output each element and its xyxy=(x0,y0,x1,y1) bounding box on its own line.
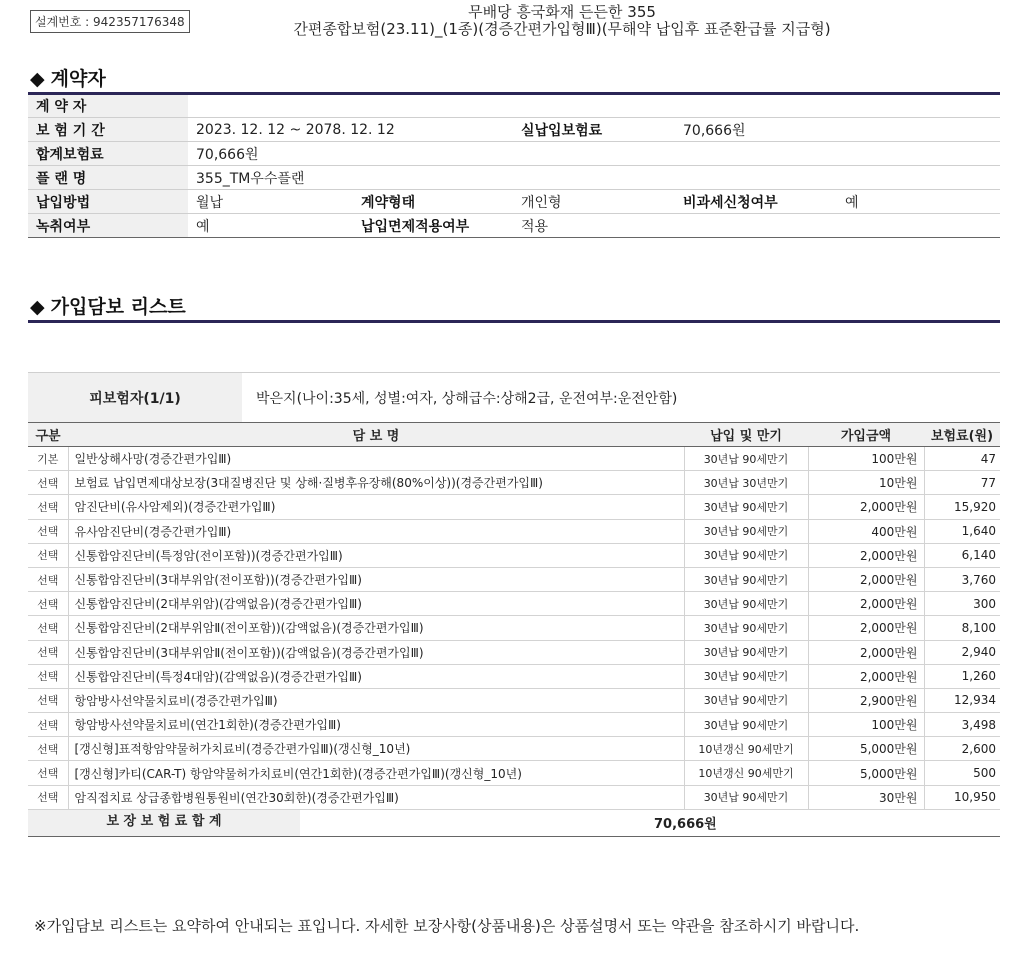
row-category: 기본 xyxy=(28,447,68,471)
row-coverage-name: 신통합암진단비(3대부위암(전이포함))(경증간편가입Ⅲ) xyxy=(68,567,684,591)
total-value-cell xyxy=(654,809,1000,836)
row-term: 30년납 90세만기 xyxy=(684,688,808,712)
value-payment-method: 월납 xyxy=(188,190,353,214)
row-premium: 8,100 xyxy=(924,616,1000,640)
label-total-premium: 합계보험료 xyxy=(28,142,188,166)
row-amount: 10만원 xyxy=(808,471,924,495)
row-category: 선택 xyxy=(28,688,68,712)
row-coverage-name: 보험료 납입면제대상보장(3대질병진단 및 상해·질병후유장해(80%이상))(경증간편가입Ⅲ) xyxy=(68,471,684,495)
row-period xyxy=(28,118,1000,142)
row-category: 선택 xyxy=(28,592,68,616)
row-term: 10년갱신 90세만기 xyxy=(684,737,808,761)
row-coverage-name: [갱신형]카티(CAR-T) 항암약물허가치료비(연간1회한)(경증간편가입Ⅲ)(갱신형_10년) xyxy=(68,761,684,785)
row-premium: 12,934 xyxy=(924,688,1000,712)
row-category: 선택 xyxy=(28,567,68,591)
label-period: 보 험 기 간 xyxy=(28,118,188,142)
insured-label: 피보험자(1/1) xyxy=(28,373,242,422)
coverage-row xyxy=(28,519,1000,543)
coverage-row xyxy=(28,616,1000,640)
row-premium: 77 xyxy=(924,471,1000,495)
row-term: 30년납 90세만기 xyxy=(684,640,808,664)
row-category: 선택 xyxy=(28,664,68,688)
row-term: 30년납 90세만기 xyxy=(684,495,808,519)
row-premium: 3,760 xyxy=(924,567,1000,591)
row-amount: 30만원 xyxy=(808,785,924,809)
row-term: 30년납 90세만기 xyxy=(684,713,808,737)
row-coverage-name: [갱신형]표적항암약물허가치료비(경증간편가입Ⅲ)(갱신형_10년) xyxy=(68,737,684,761)
row-term: 30년납 90세만기 xyxy=(684,543,808,567)
row-coverage-name: 신통합암진단비(특정암(전이포함))(경증간편가입Ⅲ) xyxy=(68,543,684,567)
row-amount: 100만원 xyxy=(808,713,924,737)
row-coverage-name: 항암방사선약물치료비(연간1회한)(경증간편가입Ⅲ) xyxy=(68,713,684,737)
value-tax-exempt: 예 xyxy=(837,190,1000,214)
row-amount: 400만원 xyxy=(808,519,924,543)
label-holder: 계 약 자 xyxy=(28,94,188,118)
row-category: 선택 xyxy=(28,713,68,737)
row-term: 30년납 90세만기 xyxy=(684,519,808,543)
coverage-row xyxy=(28,495,1000,519)
coverage-rows xyxy=(28,447,1000,810)
insured-value: 박은지(나이:35세, 성별:여자, 상해급수:상해2급, 운전여부:운전안함) xyxy=(256,390,678,407)
coverage-section-title xyxy=(30,292,186,319)
row-premium: 2,940 xyxy=(924,640,1000,664)
total-row xyxy=(28,809,1000,836)
coverage-row xyxy=(28,543,1000,567)
row-category: 선택 xyxy=(28,640,68,664)
label-plan: 플 랜 명 xyxy=(28,166,188,190)
row-amount: 2,000만원 xyxy=(808,640,924,664)
coverage-row xyxy=(28,447,1000,471)
row-amount: 2,000만원 xyxy=(808,664,924,688)
row-category: 선택 xyxy=(28,471,68,495)
product-title xyxy=(150,4,974,38)
label-tax-exempt: 비과세신청여부 xyxy=(675,190,837,214)
row-premium: 500 xyxy=(924,761,1000,785)
row-amount: 5,000만원 xyxy=(808,761,924,785)
row-term: 30년납 90세만기 xyxy=(684,785,808,809)
row-premium: 1,260 xyxy=(924,664,1000,688)
label-waiver: 납입면제적용여부 xyxy=(353,214,513,238)
coverage-row xyxy=(28,737,1000,761)
label-payment-method: 납입방법 xyxy=(28,190,188,214)
row-category: 선택 xyxy=(28,616,68,640)
row-term: 30년납 90세만기 xyxy=(684,447,808,471)
row-premium: 10,950 xyxy=(924,785,1000,809)
contract-info-table xyxy=(28,92,1000,238)
coverage-row xyxy=(28,471,1000,495)
value-plan: 355_TM우수플랜 xyxy=(188,166,1000,190)
row-premium: 300 xyxy=(924,592,1000,616)
product-title-line2: 간편종합보험(23.11)_(1종)(경증간편가입형Ⅲ)(무해약 납입후 표준환급률 지급형) xyxy=(293,20,831,38)
row-term: 30년납 90세만기 xyxy=(684,567,808,591)
value-period: 2023. 12. 12 ~ 2078. 12. 12 xyxy=(188,118,513,142)
row-coverage-name: 신통합암진단비(3대부위암Ⅱ(전이포함))(감액없음)(경증간편가입Ⅲ) xyxy=(68,640,684,664)
value-contract-type: 개인형 xyxy=(513,190,675,214)
coverage-row xyxy=(28,785,1000,809)
row-category: 선택 xyxy=(28,761,68,785)
value-actual-premium: 70,666원 xyxy=(675,118,1000,142)
contract-section-title xyxy=(30,64,106,91)
coverage-row xyxy=(28,688,1000,712)
value-waiver: 적용 xyxy=(513,214,1000,238)
total-label-text: 보 장 보 험 료 합 계 xyxy=(28,810,300,836)
row-term: 10년갱신 90세만기 xyxy=(684,761,808,785)
row-amount: 2,000만원 xyxy=(808,543,924,567)
row-term: 30년납 90세만기 xyxy=(684,664,808,688)
diamond-icon: ◆ xyxy=(30,296,45,318)
contract-section-label: 계약자 xyxy=(50,68,106,90)
row-coverage-name: 암직접치료 상급종합병원통원비(연간30회한)(경증간편가입Ⅲ) xyxy=(68,785,684,809)
row-amount: 5,000만원 xyxy=(808,737,924,761)
row-total-premium xyxy=(28,142,1000,166)
row-premium: 2,600 xyxy=(924,737,1000,761)
row-amount: 2,900만원 xyxy=(808,688,924,712)
row-premium: 6,140 xyxy=(924,543,1000,567)
row-amount: 2,000만원 xyxy=(808,592,924,616)
row-premium: 1,640 xyxy=(924,519,1000,543)
row-amount: 100만원 xyxy=(808,447,924,471)
row-coverage-name: 신통합암진단비(2대부위암Ⅱ(전이포함))(감액없음)(경증간편가입Ⅲ) xyxy=(68,616,684,640)
col-premium: 보험료(원) xyxy=(924,423,1000,447)
value-recording: 예 xyxy=(188,214,353,238)
row-coverage-name: 암진단비(유사암제외)(경증간편가입Ⅲ) xyxy=(68,495,684,519)
section-divider xyxy=(28,320,1000,323)
col-category: 구분 xyxy=(28,423,68,447)
row-recording xyxy=(28,214,1000,238)
coverage-row xyxy=(28,713,1000,737)
row-amount: 2,000만원 xyxy=(808,616,924,640)
row-category: 선택 xyxy=(28,785,68,809)
coverage-row xyxy=(28,664,1000,688)
coverage-row xyxy=(28,567,1000,591)
row-premium: 3,498 xyxy=(924,713,1000,737)
coverage-table xyxy=(28,422,1000,837)
product-title-line1: 무배당 흥국화재 든든한 355 xyxy=(468,3,656,21)
row-category: 선택 xyxy=(28,543,68,567)
row-category: 선택 xyxy=(28,519,68,543)
row-term: 30년납 30년만기 xyxy=(684,471,808,495)
value-total-premium: 70,666원 xyxy=(188,142,1000,166)
coverage-header-row xyxy=(28,423,1000,447)
coverage-row xyxy=(28,640,1000,664)
coverage-row xyxy=(28,761,1000,785)
total-label xyxy=(28,809,684,836)
total-value: 70,666원 xyxy=(654,817,717,833)
row-amount: 2,000만원 xyxy=(808,495,924,519)
row-payment xyxy=(28,190,1000,214)
row-term: 30년납 90세만기 xyxy=(684,616,808,640)
diamond-icon: ◆ xyxy=(30,68,45,90)
row-coverage-name: 유사암진단비(경증간편가입Ⅲ) xyxy=(68,519,684,543)
row-coverage-name: 신통합암진단비(특정4대암)(감액없음)(경증간편가입Ⅲ) xyxy=(68,664,684,688)
row-category: 선택 xyxy=(28,737,68,761)
row-plan xyxy=(28,166,1000,190)
insured-row xyxy=(28,372,1000,422)
row-coverage-name: 신통합암진단비(2대부위암)(감액없음)(경증간편가입Ⅲ) xyxy=(68,592,684,616)
row-premium: 15,920 xyxy=(924,495,1000,519)
label-contract-type: 계약형태 xyxy=(353,190,513,214)
design-number: 설계번호 : 942357176348 xyxy=(30,10,190,33)
row-holder xyxy=(28,94,1000,118)
footnote: ※가입담보 리스트는 요약하여 안내되는 표입니다. 자세한 보장사항(상품내용)은 상품설명서 또는 약관을 참조하시기 바랍니다. xyxy=(34,917,860,935)
row-coverage-name: 일반상해사망(경증간편가입Ⅲ) xyxy=(68,447,684,471)
row-category: 선택 xyxy=(28,495,68,519)
row-premium: 47 xyxy=(924,447,1000,471)
row-term: 30년납 90세만기 xyxy=(684,592,808,616)
coverage-row xyxy=(28,592,1000,616)
value-holder xyxy=(188,94,1000,118)
col-amount: 가입금액 xyxy=(808,423,924,447)
col-coverage-name: 담 보 명 xyxy=(68,423,684,447)
coverage-section-label: 가입담보 리스트 xyxy=(50,296,186,318)
label-actual-premium: 실납입보험료 xyxy=(513,118,675,142)
col-term: 납입 및 만기 xyxy=(684,423,808,447)
label-recording: 녹취여부 xyxy=(28,214,188,238)
row-amount: 2,000만원 xyxy=(808,567,924,591)
row-coverage-name: 항암방사선약물치료비(경증간편가입Ⅲ) xyxy=(68,688,684,712)
